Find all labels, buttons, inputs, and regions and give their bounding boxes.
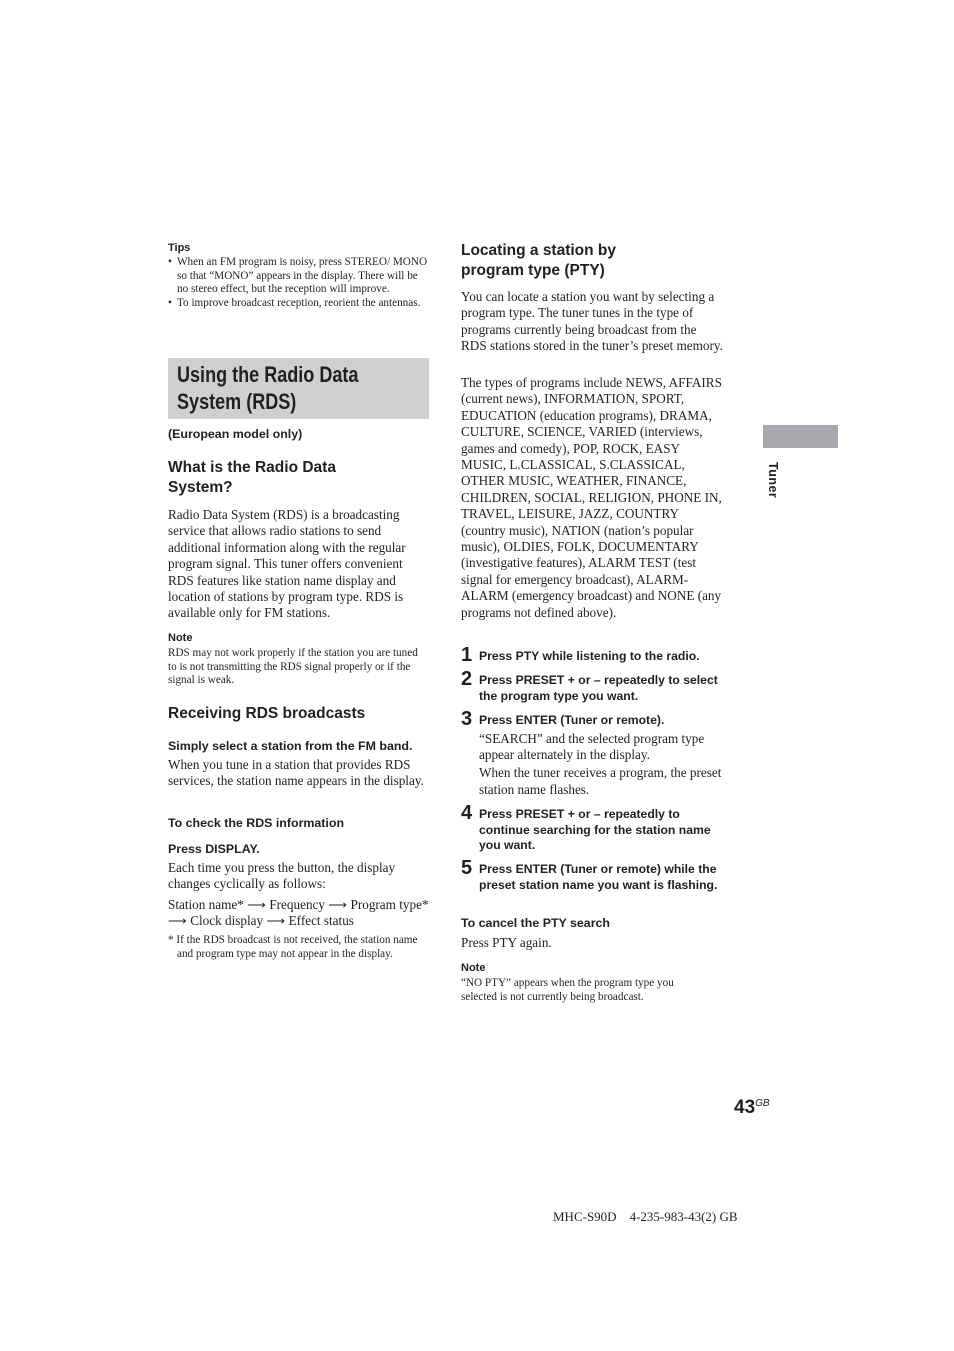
receiving-body: When you tune in a station that provides RDS services, the station name appears in the display. (168, 757, 424, 789)
section-title-line: System (RDS) (177, 389, 297, 414)
model-note: (European model only) (168, 427, 303, 441)
section-title-line: Using the Radio Data (177, 362, 359, 387)
receiving-instruction: Simply select a station from the FM band. (168, 739, 413, 753)
footnote: * If the RDS broadcast is not received, the station name and program type may not appear in the display. (168, 934, 418, 960)
step-number: 2 (461, 668, 473, 691)
step-number: 4 (461, 802, 473, 825)
pty-para-1: You can locate a station you want by selecting a program type. The tuner tunes in the type of programs currently being broadcast from the RDS stations stored in the tuner’s preset memory. (461, 289, 723, 354)
cycle-station-name: Station name* (168, 897, 244, 912)
step-text: Press ENTER (Tuner or remote). (479, 713, 665, 728)
side-tab-bar (763, 425, 838, 448)
step-text: Press PRESET + or – repeatedly to select the program type you want. (479, 673, 718, 703)
arrow-right-icon: ⟶ (247, 897, 267, 912)
step-number: 5 (461, 857, 473, 880)
check-rds-press: Press DISPLAY. (168, 842, 260, 856)
steps-list (461, 644, 723, 893)
check-rds-heading: To check the RDS information (168, 816, 345, 830)
note-body: “NO PTY” appears when the program type you selected is not currently being broadcast. (461, 977, 674, 1003)
note-body: RDS may not work properly if the station you are tuned to is not transmitting the RDS signal properly or if the signal is weak. (168, 647, 418, 687)
step-item (461, 668, 723, 704)
tips-item: • When an FM program is noisy, press STEREO/ MONO so that “MONO” appears in the display. There will be no stereo effect, but the reception will improve. (168, 256, 430, 297)
note-block (168, 632, 428, 688)
step-item (461, 708, 723, 798)
page-number-value: 43 (734, 1097, 756, 1118)
arrow-right-icon: ⟶ (168, 913, 187, 929)
step-text: Press PTY while listening to the radio. (479, 649, 700, 663)
step-item (461, 802, 723, 853)
page-number (734, 1097, 770, 1119)
cycle-program-type: Program type* (350, 897, 429, 912)
step-item (461, 857, 723, 893)
step-item (461, 644, 723, 666)
page-number-suffix: GB (755, 1098, 770, 1109)
cycle-clock-display: Clock display (190, 913, 264, 929)
step-detail: When the tuner receives a program, the preset station name flashes. (479, 765, 722, 797)
footer-model: MHC-S90D (553, 1209, 617, 1224)
step-text: Press PRESET + or – repeatedly to continue searching for the station name you want. (479, 807, 711, 853)
pty-para-2: The types of programs include NEWS, AFFAIRS (current news), INFORMATION, SPORT, EDUCATION (education programs), DRAMA, CULTURE, SCIENCE, VARIED (interviews, games and comedy), POP, ROCK, EASY MUSIC, L.CLASSICAL, S.CLASSICAL, OTHER MUSIC, WEATHER, FINANCE, CHILDREN, SOCIAL, RELIGION, PHONE IN, TRAVEL, LEISURE, JAZZ, COUNTRY (country music), NATION (nation’s popular music), OLDIES, FOLK, DOCUMENTARY (investigative features), ALARM TEST (test signal for emergency broadcast), ALARM-ALARM (emergency broadcast) and NONE (any programs not defined above). (461, 375, 722, 620)
tips-heading: Tips (168, 242, 191, 254)
tips-list (168, 256, 430, 310)
step-text: Press ENTER (Tuner or remote) while the preset station name you want is flashing. (479, 862, 718, 892)
cycle-line (168, 897, 430, 930)
side-tab-label: Tuner (766, 462, 780, 499)
cycle-effect-status: Effect status (288, 913, 354, 929)
step-number: 3 (461, 708, 473, 731)
pty-heading: Locating a station by program type (PTY) (461, 242, 617, 279)
cancel-body: Press PTY again. (461, 935, 552, 950)
note-heading: Note (461, 962, 486, 974)
tips-block (168, 242, 430, 310)
arrow-right-icon: ⟶ (328, 897, 348, 912)
check-rds-body: Each time you press the button, the display changes cyclically as follows: (168, 860, 396, 892)
step-detail: “SEARCH” and the selected program type appear alternately in the display. (479, 730, 705, 763)
what-is-heading: What is the Radio Data System? (168, 459, 336, 496)
note-heading: Note (168, 632, 193, 644)
footer-part-number: 4-235-983-43(2) GB (629, 1209, 738, 1224)
cancel-heading: To cancel the PTY search (461, 916, 610, 930)
arrow-right-icon: ⟶ (266, 913, 286, 929)
cycle-frequency: Frequency (269, 897, 325, 912)
section-title (177, 361, 358, 415)
section-title-box (168, 358, 429, 419)
note-block (461, 962, 711, 1004)
receiving-heading: Receiving RDS broadcasts (168, 705, 366, 722)
display-cycle (168, 897, 430, 930)
footer-code (553, 1209, 738, 1225)
tips-item: • To improve broadcast reception, reorient the antennas. (168, 297, 430, 311)
what-is-body: Radio Data System (RDS) is a broadcasting service that allows radio stations to send additional information along with the regular program signal. This tuner offers convenient RDS features like station name display and location of stations by program type. RDS is available only for FM stations. (168, 507, 406, 621)
step-number: 1 (461, 644, 473, 666)
